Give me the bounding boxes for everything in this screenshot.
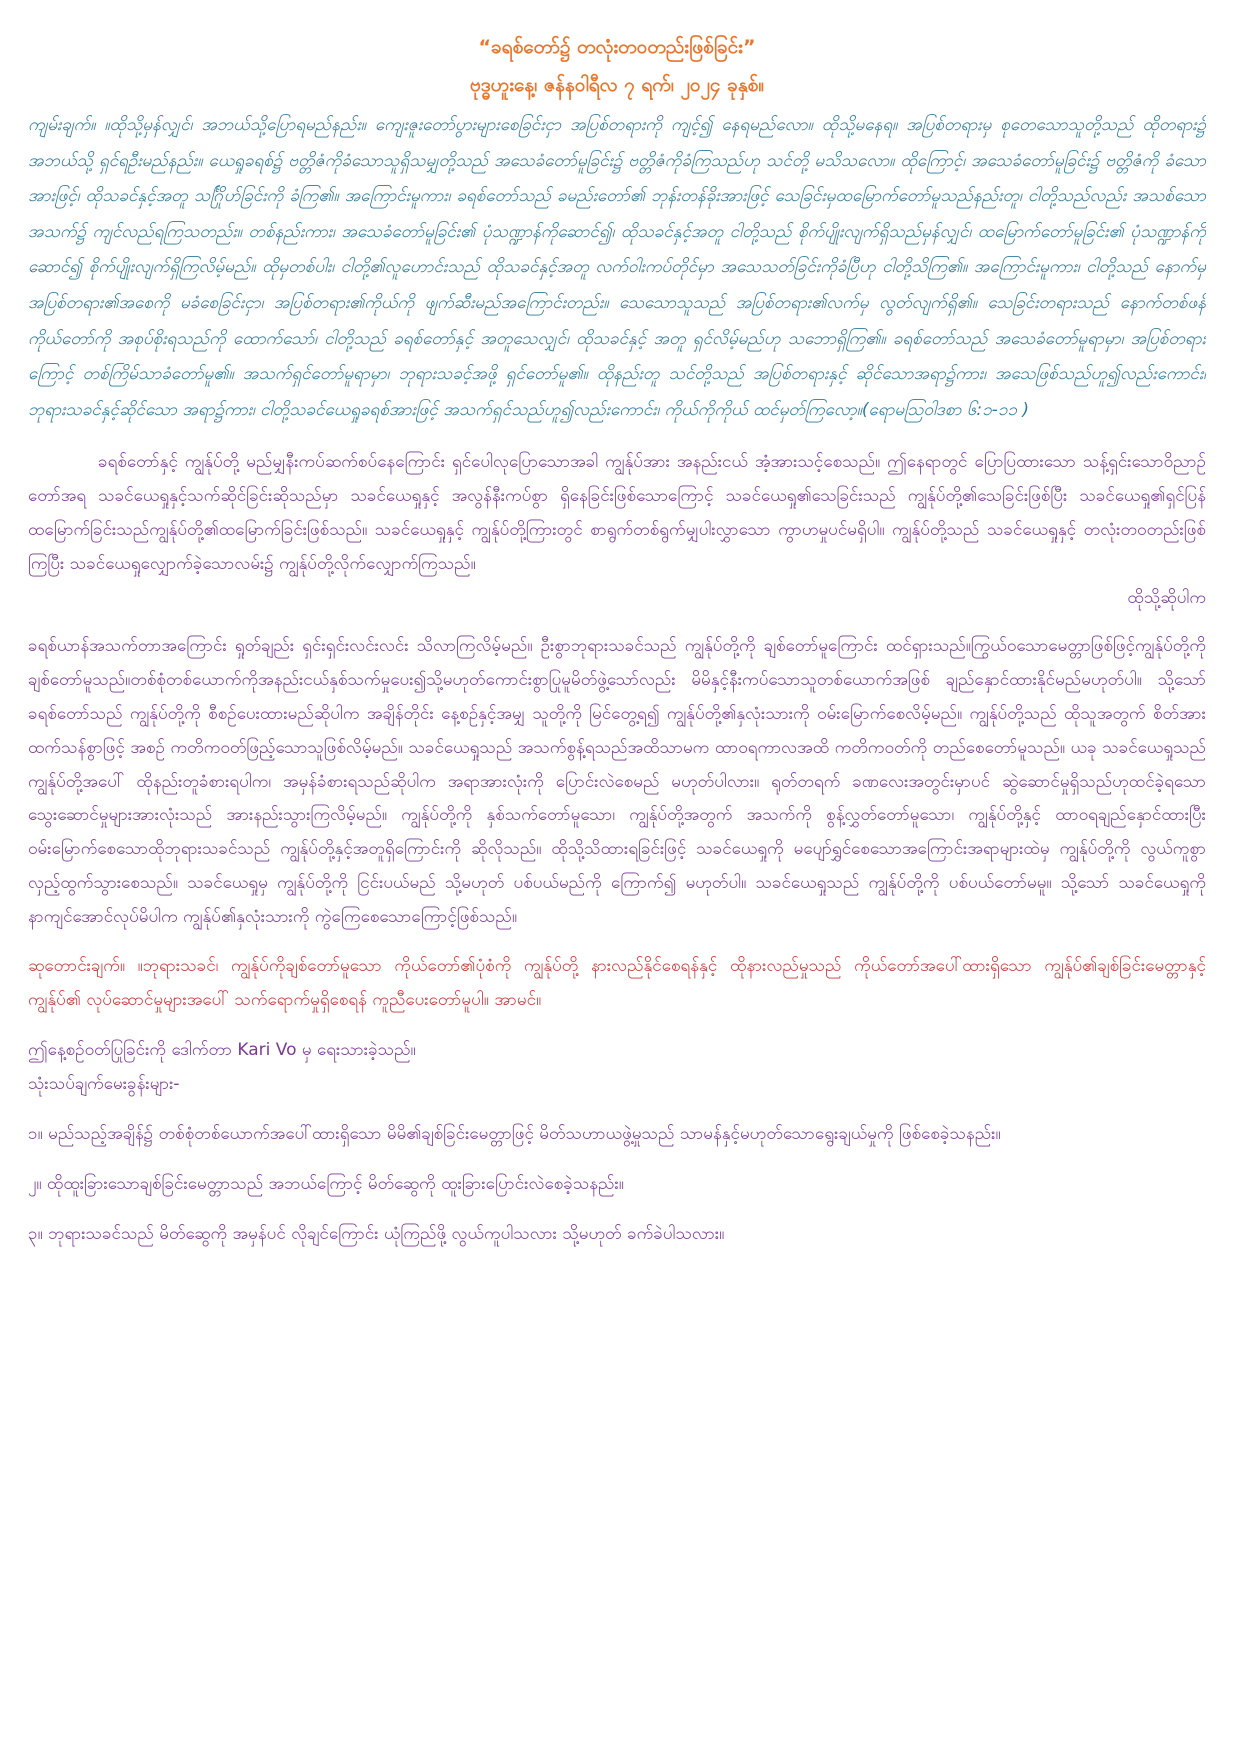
prayer-text: ဆုတောင်းချက်။ ။ဘုရားသခင်၊ ကျွန်ုပ်ကိုချစ်တော်မူသော ကိုယ်တော်၏ပုံစံကို ကျွန်ုပ်တို့ နားလည်နိုင်စေရန်နှင့် ထိုနားလည်မှုသည် ကိုယ်တော်အပေါ်ထားရှိသော ကျွန်ုပ်၏ချစ်ခြင်းမေတ္တာနှင့် ကျွန်ုပ်၏ လုပ်ဆောင်မှုများအပေါ် သက်ရောက်မှုရှိစေရန် ကူညီပေးတော်မူပါ။ အာမင်။ (28, 956, 1206, 1011)
author-credit: ဤနေ့စဉ်ဝတ်ပြုခြင်းကို ဒေါက်တာ Kari Vo မှ ရေးသားခဲ့သည်။ (28, 1040, 416, 1061)
scripture-passage: ကျမ်းချက်။ ။ထိုသို့မှန်လျှင်၊ အဘယ်သို့ပြောရမည်နည်း။ ကျေးဇူးတော်ပွားများစေခြင်းငှာ အပြစ်တရားကို ကျင့်၍ နေရမည်လော။ ထိုသို့မနေရ။ အပြစ်တရားမှ စုတေသောသူတို့သည် ထိုတရား၌ အဘယ်သို့ ရှင်ရဦးမည်နည်း။ ယေရှုခရစ်၌ ဗတ္တိဇံကိုခံသောသူရှိသမျှတို့သည် အသေခံတော်မူခြင်း၌ ဗတ္တိဇံကိုခံကြသည်ဟု သင်တို့ မသိသလော။ ထိုကြောင့်၊ အသေခံတော်မူခြင်း၌ ဗတ္တိဇံကို ခံသောအားဖြင့်၊ ထိုသခင်နှင့်အတူ သင်္ဂြိုဟ်ခြင်းကို ခံကြ၏။ အကြောင်းမူကား၊ ခရစ်တော်သည် ခမည်းတော်၏ ဘုန်းတန်ခိုးအားဖြင့် သေခြင်းမှထမြောက်တော်မူသည်နည်းတူ၊ ငါတို့သည်လည်း အသစ်သောအသက်၌ ကျင်လည်ရကြသတည်း။ တစ်နည်းကား၊ အသေခံတော်မူခြင်း၏ ပုံသဏ္ဍာန်ကိုဆောင်၍၊ ထိုသခင်နှင့်အတူ ငါတို့သည် စိုက်ပျိုးလျက်ရှိသည်မှန်လျှင်၊ ထမြောက်တော်မူခြင်း၏ ပုံသဏ္ဍာန်ကိုဆောင်၍ စိုက်ပျိုးလျက်ရှိကြလိမ့်မည်။ ထိုမှတစ်ပါး၊ ငါတို့၏လူဟောင်းသည် ထိုသခင်နှင့်အတူ လက်ဝါးကပ်တိုင်မှာ အသေသတ်ခြင်းကိုခံပြီဟု ငါတို့သိကြ၏။ အကြောင်းမူကား၊ ငါတို့သည် နောက်မှ အပြစ်တရား၏အစေကို မခံစေခြင်းငှာ၊ အပြစ်တရား၏ကိုယ်ကို ဖျက်ဆီးမည်အကြောင်းတည်း။ သေသောသူသည် အပြစ်တရား၏လက်မှ လွတ်လျက်ရှိ၏။ သေခြင်းတရားသည် နောက်တစ်ဖန် ကိုယ်တော်ကို အစုပ်စိုးရသည်ကို ထောက်သော်၊ ငါတို့သည် ခရစ်တော်နှင့် အတူသေလျှင်၊ ထိုသခင်နှင့် အတူ ရှင်လိမ့်မည်ဟု သဘောရှိကြ၏။ ခရစ်တော်သည် အသေခံတော်မူရာမှာ၊ အပြစ်တရားကြောင့် တစ်ကြိမ်သာခံတော်မူ၏။ အသက်ရှင်တော်မူရာမှာ၊ ဘုရားသခင့်အဖို့ ရှင်တော်မူ၏။ ထိုနည်းတူ သင်တို့သည် အပြစ်တရားနှင့် ဆိုင်သောအရာ၌ကား၊ အသေဖြစ်သည်ဟူ၍လည်းကောင်း၊ ဘုရားသခင်နှင့်ဆိုင်သော အရာ၌ကား၊ ငါတို့သခင်ယေရှုခရစ်အားဖြင့် အသက်ရှင်သည်ဟူ၍လည်းကောင်း၊ ကိုယ်ကိုကိုယ် ထင်မှတ်ကြလော့။(ရောမဩဝါဒစာ ၆:၁-၁၁ ) (28, 115, 1206, 420)
page-title: “ခရစ်တော်၌ တလုံးတဝတည်းဖြစ်ခြင်း” (478, 36, 756, 58)
questions-heading: သုံးသပ်ချက်မေးခွန်းများ- (28, 1074, 180, 1095)
body-paragraph-2: ခရစ်ယာန်အသက်တာအကြောင်း ရှုတ်ချည်း ရှင်းရှင်းလင်းလင်း သိလာကြလိမ့်မည်။ ဦးစွာဘုရားသခင်သည် ကျွန်ုပ်တို့ကို ချစ်တော်မူကြောင်း ထင်ရှားသည်။ကြွယ်ဝသောမေတ္တာဖြစ်ဖြင့်ကျွန်ုပ်တို့ကိုချစ်တော်မူသည်။တစ်စုံတစ်ယောက်ကိုအနည်းငယ်နှစ်သက်မှုပေး၍သို့မဟုတ်ကောင်းစွာပြုမူမိတ်ဖွဲ့သော်လည်း မိမိနှင့်နီးကပ်သောသူတစ်ယောက်အဖြစ် ချည်နှောင်ထားနိုင်မည်မဟုတ်ပါ။ သို့သော် ခရစ်တော်သည် ကျွန်ုပ်တို့ကို စီစဉ်ပေးထားမည်ဆိုပါက အချိန်တိုင်း နေ့စဉ်နှင့်အမျှ သူတို့ကို မြင်တွေ့ရ၍ ကျွန်ုပ်တို့၏နှလုံးသားကို ဝမ်းမြောက်စေလိမ့်မည်။ ကျွန်ုပ်တို့သည် ထိုသူအတွက် စိတ်အားထက်သန်စွာဖြင့် အစဉ် ကတိကဝတ်ဖြည့်သောသူဖြစ်လိမ့်မည်။ သခင်ယေရှုသည် အသက်စွန့်ရသည်အထိသာမက ထာဝရကာလအထိ ကတိကဝတ်ကို တည်စေတော်မူသည်။ ယခု သခင်ယေရှုသည် ကျွန်ုပ်တို့အပေါ် ထိုနည်းတူခံစားရပါက၊ အမှန်ခံစားရသည်ဆိုပါက အရာအားလုံးကို ပြောင်းလဲစေမည် မဟုတ်ပါလား။ ရုတ်တရက် ခဏလေးအတွင်းမှာပင် ဆွဲဆောင်မှုရှိသည်ဟုထင်ခဲ့ရသော သွေးဆောင်မှုများအားလုံးသည် အားနည်းသွားကြလိမ့်မည်။ ကျွန်ုပ်တို့ကို နှစ်သက်တော်မူသော၊ ကျွန်ုပ်တို့အတွက် အသက်ကို စွန့်လွှတ်တော်မူသော၊ ကျွန်ုပ်တို့နှင့် ထာဝရချည်နှောင်ထားပြီး ဝမ်းမြောက်စေသောထိုဘုရားသခင်သည် ကျွန်ုပ်တို့နှင့်အတူရှိကြောင်းကို ဆိုလိုသည်။ ထိုသို့သိထားရခြင်းဖြင့် သခင်ယေရှုကို မပျော်ရွှင်စေသောအကြောင်းအရာများထဲမှ ကျွန်ုပ်တို့ကို လွယ်ကူစွာလှည့်ထွက်သွားစေသည်။ သခင်ယေရှုမှ ကျွန်ုပ်တို့ကို ငြင်းပယ်မည် သို့မဟုတ် ပစ်ပယ်မည်ကို ကြောက်၍ မဟုတ်ပါ။ သခင်ယေရှုသည် ကျွန်ုပ်တို့ကို ပစ်ပယ်တော်မမူ။ သို့သော် သခင်ယေရှုကို နာကျင်အောင်လုပ်မိပါက ကျွန်ုပ်၏နှလုံးသားကို ကွဲကြေစေသောကြောင့်ဖြစ်သည်။ (28, 635, 1206, 928)
reflection-question-3: ၃။ ဘုရားသခင်သည် မိတ်ဆွေကို အမှန်ပင် လိုချင်ကြောင်း ယုံကြည်ဖို့ လွယ်ကူပါသလား သို့မဟုတ် ခက်ခဲပါသလား။ (28, 1224, 725, 1245)
body-paragraph-1-text: ခရစ်တော်နှင့် ကျွန်ုပ်တို့ မည်မျှနီးကပ်ဆက်စပ်နေကြောင်း ရှင်ပေါလုပြောသောအခါ ကျွန်ုပ်အား အနည်းငယ် အံ့အားသင့်စေသည်။ ဤနေရာတွင် ပြောပြထားသော သန့်ရှင်းသောဝိညာဉ်တော်အရ သခင်ယေရှုနှင့်သက်ဆိုင်ခြင်းဆိုသည်မှာ သခင်ယေရှုနှင့် အလွန်နီးကပ်စွာ ရှိနေခြင်းဖြစ်သောကြောင့် သခင်ယေရှု၏သေခြင်းသည် ကျွန်ုပ်တို့၏သေခြင်းဖြစ်ပြီး သခင်ယေရှု၏ရှင်ပြန်ထမြောက်ခြင်းသည်ကျွန်ုပ်တို့၏ထမြောက်ခြင်းဖြစ်သည်။ သခင်ယေရှုနှင့် ကျွန်ုပ်တို့ကြားတွင် စာရွက်တစ်ရွက်မျှပါးလွှာသော ကွာဟမှုပင်မရှိပါ။ ကျွန်ုပ်တို့သည် သခင်ယေရှုနှင့် တလုံးတဝတည်းဖြစ်ကြပြီး သခင်ယေရှုလျှောက်ခဲ့သောလမ်း၌ ကျွန်ုပ်တို့လိုက်လျှောက်ကြသည်။ (28, 452, 1206, 575)
reflection-question-1: ၁။ မည်သည့်အချိန်၌ တစ်စုံတစ်ယောက်အပေါ်ထားရှိသော မိမိ၏ချစ်ခြင်းမေတ္တာဖြင့် မိတ်သဟာယဖွဲ့မှုသည် သာမန်နှင့်မဟုတ်သောရွေးချယ်မှုကို ဖြစ်စေခဲ့သနည်း။ (28, 1124, 1001, 1145)
reflection-question-2: ၂။ ထိုထူးခြားသောချစ်ခြင်းမေတ္တာသည် အဘယ်ကြောင့် မိတ်ဆွေကို ထူးခြားပြောင်းလဲစေခဲ့သနည်း။ (28, 1174, 624, 1195)
page-date: ဗုဒ္ဓဟူးနေ့၊ ဇန်နဝါရီလ ၇ ရက်၊ ၂၀၂၄ ခုနှစ်။ (469, 74, 765, 96)
body-paragraph-1 (28, 446, 1206, 616)
devotional-page (28, 30, 1206, 1730)
body-paragraph-1-tail: ထိုသို့ဆိုပါက (1127, 587, 1206, 608)
